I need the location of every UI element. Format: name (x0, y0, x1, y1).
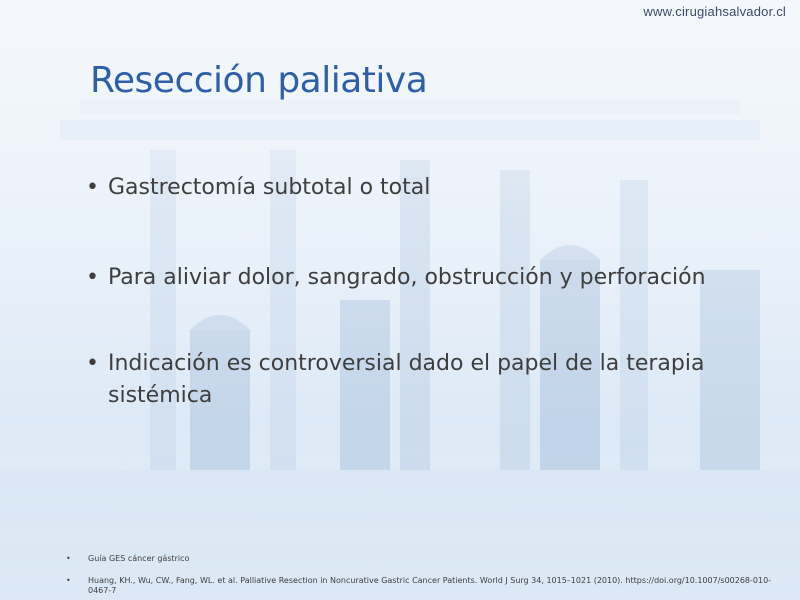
bullet-item (86, 262, 726, 294)
bullet-dot-icon: • (86, 175, 99, 200)
bullet-text: Indicación es controversial dado el papel de la terapia sistémica (108, 351, 705, 408)
reference-dot-icon: • (66, 576, 71, 585)
bullet-item (86, 348, 726, 412)
bullet-item (86, 172, 726, 204)
bullet-text: Para aliviar dolor, sangrado, obstrucción y perforación (108, 265, 706, 290)
reference-item (60, 554, 780, 564)
reference-dot-icon: • (66, 554, 71, 563)
bullet-dot-icon: • (86, 265, 99, 290)
bullet-list (86, 172, 726, 412)
reference-text: Guía GES cáncer gástrico (88, 554, 190, 563)
reference-text: Huang, KH., Wu, CW., Fang, WL. et al. Palliative Resection in Noncurative Gastric Cancer Patients. World J Surg 34, 1015–1021 (2010). https://doi.org/10.1007/s00268-010-0467-7 (88, 576, 772, 595)
website-url: www.cirugiahsalvador.cl (643, 4, 786, 19)
bullet-dot-icon: • (86, 351, 99, 376)
bullet-text: Gastrectomía subtotal o total (108, 175, 431, 200)
reference-list (60, 554, 780, 596)
reference-item (60, 576, 780, 596)
slide-title: Resección paliativa (90, 60, 428, 101)
